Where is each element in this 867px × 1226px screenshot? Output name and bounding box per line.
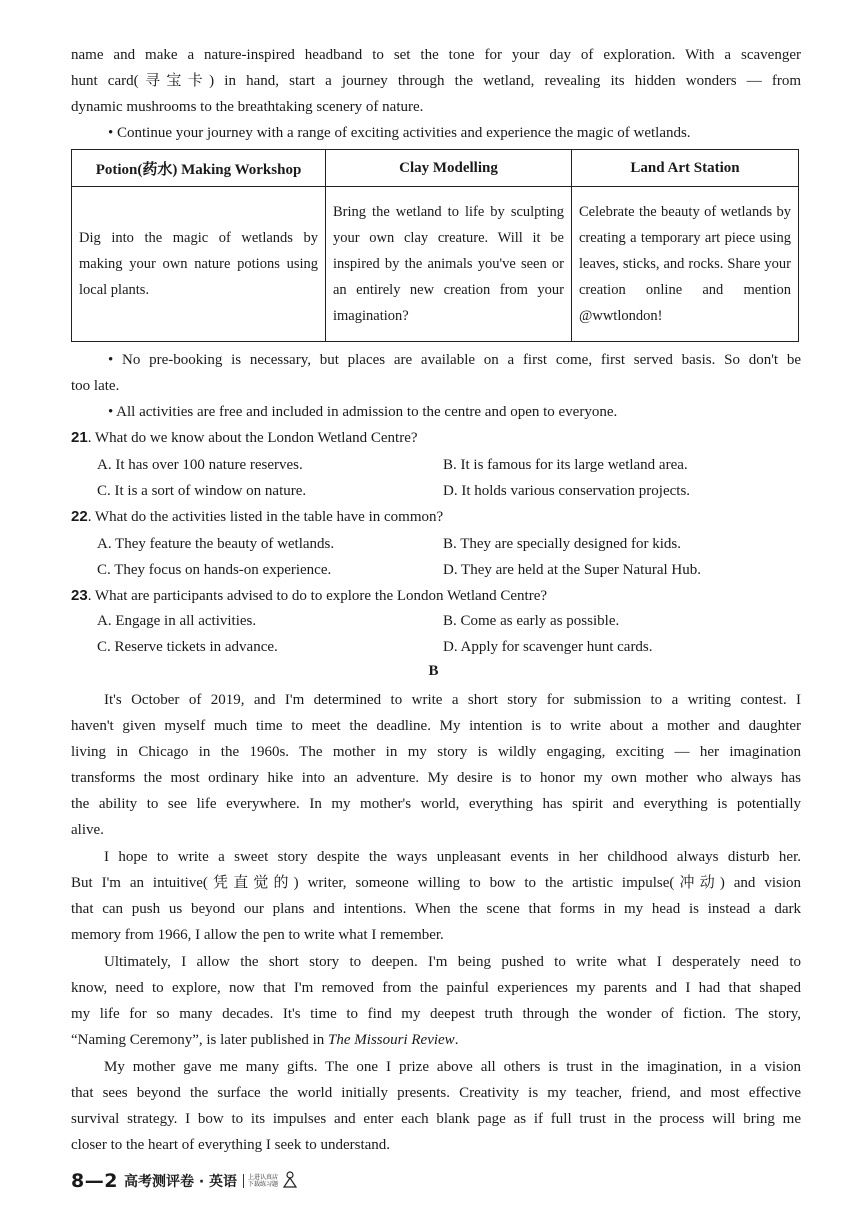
p4-line: that sees beyond the surface the world initially presents. Creativity is my teacher, friend, and most effective — [71, 1085, 801, 1101]
cell-potion-workshop: Dig into the magic of wetlands by making your own nature potions using local plants. — [72, 187, 326, 342]
p2-line: that can push us beyond our plans and intentions. When the scene that forms in my head is instead a dark — [71, 901, 801, 917]
intro-line-2: hunt card(寻宝卡) in hand, start a journey through the wetland, revealing its hidden wonders — from — [71, 73, 801, 89]
header-potion-workshop: Potion(药水) Making Workshop — [72, 150, 326, 187]
p1-line: the ability to see life everywhere. In my mother's world, everything has spirit and everything is potentially — [71, 796, 801, 812]
p1-line: haven't given myself much time to meet the deadline. My intention is to write about a mother and daughter — [71, 718, 801, 734]
publisher-tag-line-2: 下载练习题 — [248, 1181, 279, 1188]
p1-line: alive. — [71, 822, 104, 838]
magazine-title: The Missouri Review — [328, 1032, 455, 1048]
series-title: 高考测评卷 · 英语 — [123, 1174, 238, 1190]
q21-option-c: C. It is a sort of window on nature. — [97, 483, 307, 499]
publisher-tag — [243, 1174, 278, 1188]
table-row — [72, 187, 799, 342]
page-number: 8—2 — [71, 1170, 118, 1192]
intro-line-3: dynamic mushrooms to the breathtaking scenery of nature. — [71, 99, 424, 115]
q23-option-b: B. Come as early as possible. — [443, 613, 620, 629]
cell-land-art-station: Celebrate the beauty of wetlands by creating a temporary art piece using leaves, sticks, and rocks. Share your creation online and mention @wwtlondon! — [572, 187, 799, 342]
question-number: 22 — [71, 508, 88, 525]
p3-last-line — [71, 1030, 801, 1050]
q21-option-d: D. It holds various conservation projects. — [443, 483, 691, 499]
question-22 — [71, 507, 443, 527]
p1-line: living in Chicago in the 1960s. The mother in my story is wildly engaging, exciting — her imagination — [71, 744, 801, 760]
q23-option-d: D. Apply for scavenger hunt cards. — [443, 639, 653, 655]
q22-option-a: A. They feature the beauty of wetlands. — [97, 536, 335, 552]
p2-line: But I'm an intuitive(凭直觉的) writer, someone willing to bow to the artistic impulse(冲动) and vision — [71, 875, 801, 891]
table-header-row — [72, 150, 799, 187]
p3-line: Ultimately, I allow the short story to deepen. I'm being pushed to write what I desperately need to — [104, 954, 801, 970]
bullet-no-prebooking: • No pre-booking is necessary, but places are available on a first come, first served basis. So don't be — [108, 352, 801, 368]
question-text: . What do we know about the London Wetland Centre? — [87, 430, 418, 446]
section-b-heading: B — [428, 663, 439, 679]
bullet-continue-journey: • Continue your journey with a range of exciting activities and experience the magic of wetlands. — [108, 125, 691, 141]
activities-table — [71, 149, 799, 342]
question-21 — [71, 428, 418, 448]
p4-line: closer to the heart of everything I seek to understand. — [71, 1137, 391, 1153]
question-text: . What do the activities listed in the table have in common? — [87, 509, 444, 525]
p3-line: my life for so many decades. It's time to find my deepest truth through the wonder of fiction. The story, — [71, 1006, 801, 1022]
p4-line: survival strategy. I bow to its impulses and enter each blank page as if full trust in the process will bring me — [71, 1111, 801, 1127]
p4-line: My mother gave me many gifts. The one I prize above all others is trust in the imagination, in a vision — [104, 1059, 801, 1075]
p1-line: transforms the most ordinary hike into an adventure. My desire is to honor my own mother who always has — [71, 770, 801, 786]
p3-line: know, need to explore, now that I'm removed from the painful experiences my parents and I had that shaped — [71, 980, 801, 996]
q23-option-c: C. Reserve tickets in advance. — [97, 639, 278, 655]
publisher-logo-icon — [282, 1170, 298, 1192]
p1-line: It's October of 2019, and I'm determined to write a short story for submission to a writing contest. I — [104, 692, 801, 708]
header-clay-modelling: Clay Modelling — [326, 150, 572, 187]
page-footer — [71, 1170, 298, 1192]
question-text: . What are participants advised to do to explore the London Wetland Centre? — [87, 588, 548, 604]
publisher-tag-line-1: 上进认真店 — [248, 1174, 279, 1181]
p3-last-suffix: . — [454, 1032, 459, 1048]
q22-option-b: B. They are specially designed for kids. — [443, 536, 681, 552]
cell-clay-modelling: Bring the wetland to life by sculpting your own clay creature. Will it be inspired by the animals you've seen or an entirely new creation from your imagination? — [326, 187, 572, 342]
q21-option-b: B. It is famous for its large wetland area. — [443, 457, 688, 473]
intro-line-1: name and make a nature-inspired headband to set the tone for your day of exploration. With a scavenger — [71, 47, 801, 63]
question-number: 21 — [71, 429, 88, 446]
q23-option-a: A. Engage in all activities. — [97, 613, 257, 629]
q21-option-a: A. It has over 100 nature reserves. — [97, 457, 303, 473]
q22-option-c: C. They focus on hands-on experience. — [97, 562, 332, 578]
bullet-no-prebooking-cont: too late. — [71, 378, 120, 394]
p2-line: I hope to write a sweet story despite the ways unpleasant events in her childhood always disturb her. — [104, 849, 801, 865]
p2-line: memory from 1966, I allow the pen to write what I remember. — [71, 927, 444, 943]
bullet-free-activities: • All activities are free and included in admission to the centre and open to everyone. — [108, 404, 618, 420]
p3-last-prefix: “Naming Ceremony”, is later published in — [71, 1032, 329, 1048]
question-23 — [71, 586, 547, 606]
q22-option-d: D. They are held at the Super Natural Hub. — [443, 562, 701, 578]
header-land-art-station: Land Art Station — [572, 150, 799, 187]
question-number: 23 — [71, 587, 88, 604]
